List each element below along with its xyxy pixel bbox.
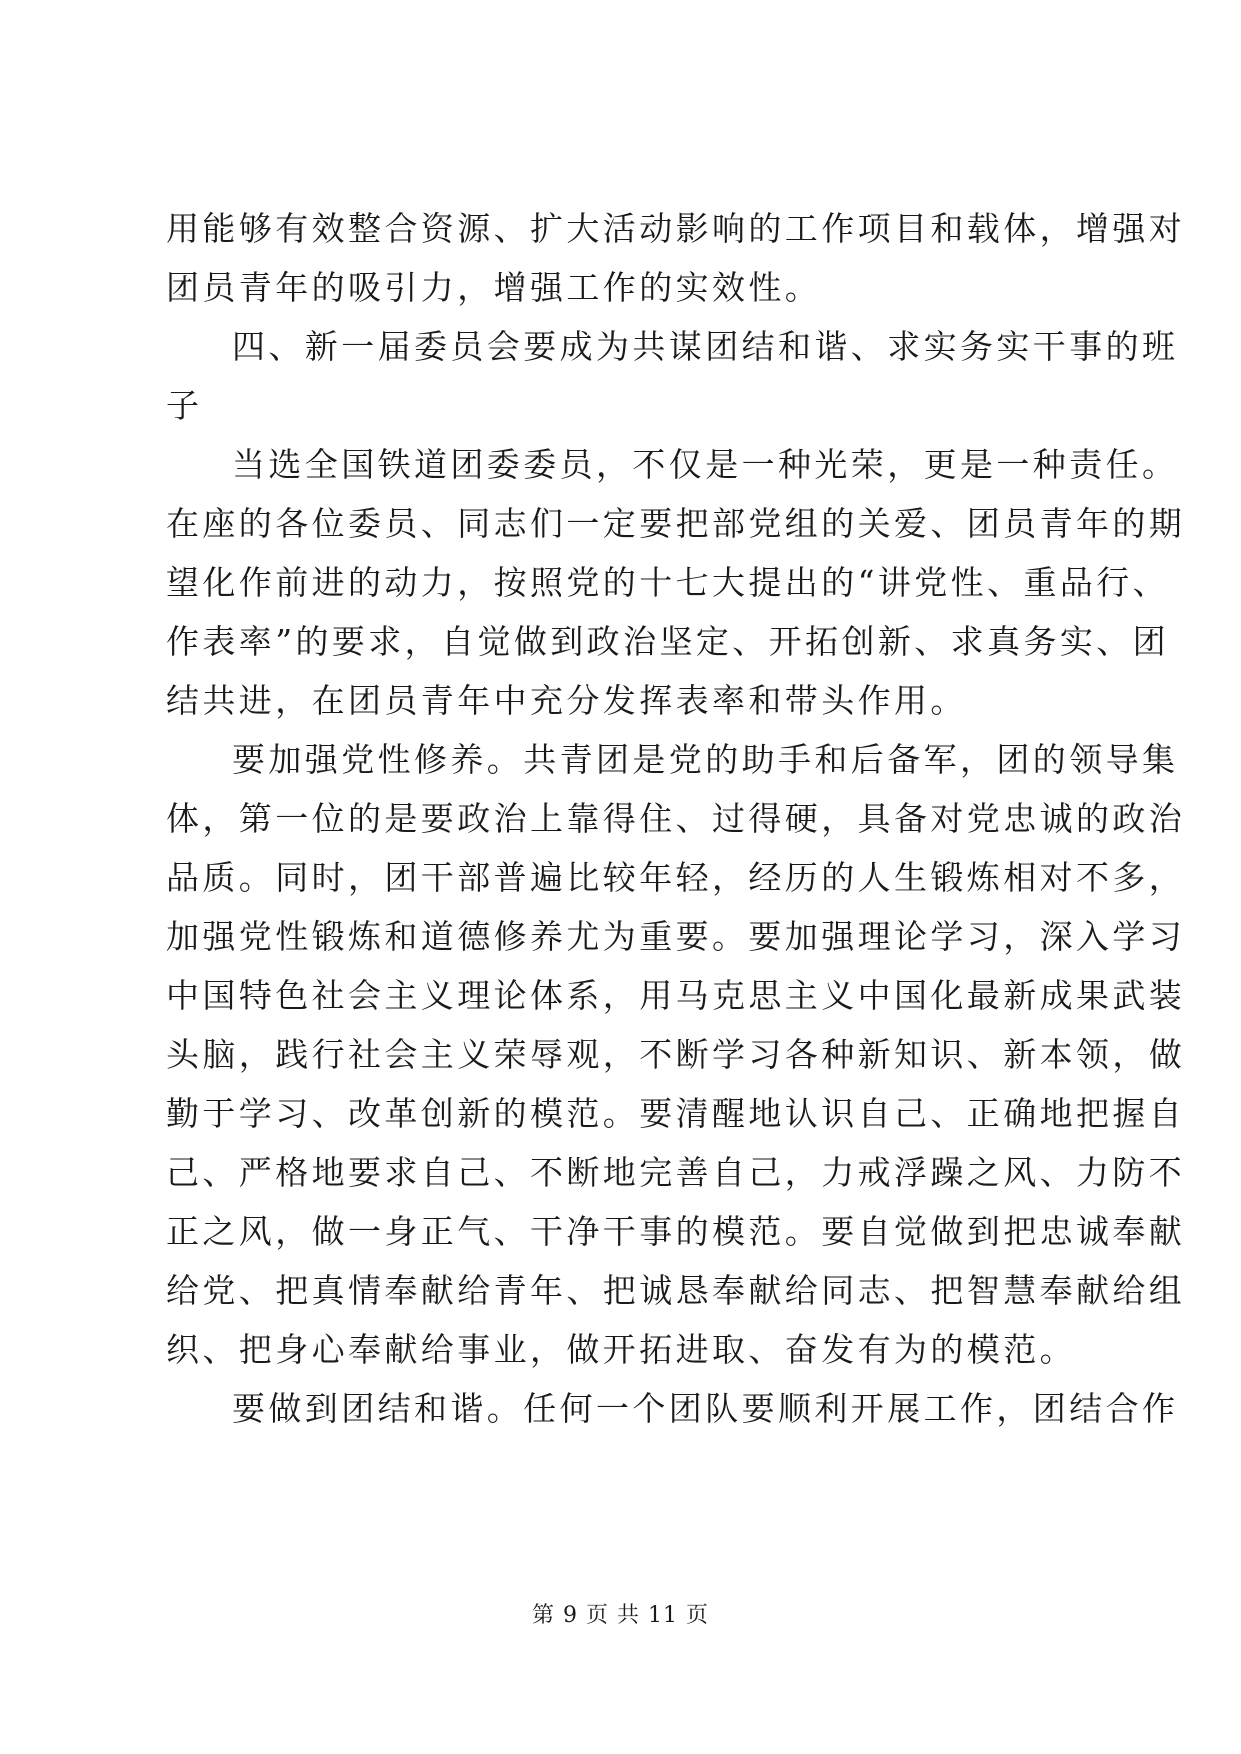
text-line: 织、把身心奉献给事业，做开拓进取、奋发有为的模范。 xyxy=(166,1330,1076,1369)
text-line: 望化作前进的动力，按照党的十七大提出的“讲党性、重品行、 xyxy=(166,563,1170,602)
text-line: 己、严格地要求自己、不断地完善自己，力戒浮躁之风、力防不 xyxy=(166,1153,1186,1192)
section-heading: 四、新一届委员会要成为共谋团结和谐、求实务实干事的班 xyxy=(232,327,1179,366)
section-heading-continued: 子 xyxy=(166,386,203,425)
page-number-footer: 第 9 页 共 11 页 xyxy=(532,1603,709,1628)
paragraph-start: 要加强党性修养。共青团是党的助手和后备军，团的领导集 xyxy=(232,740,1179,779)
text-line: 品质。同时，团干部普遍比较年轻，经历的人生锻炼相对不多， xyxy=(166,858,1186,897)
text-line: 头脑，践行社会主义荣辱观，不断学习各种新知识、新本领，做 xyxy=(166,1035,1186,1074)
text-line: 体，第一位的是要政治上靠得住、过得硬，具备对党忠诚的政治 xyxy=(166,799,1186,838)
text-line: 给党、把真情奉献给青年、把诚恳奉献给同志、把智慧奉献给组 xyxy=(166,1271,1186,1310)
text-line: 作表率”的要求，自觉做到政治坚定、开拓创新、求真务实、团 xyxy=(166,622,1170,661)
text-line: 在座的各位委员、同志们一定要把部党组的关爱、团员青年的期 xyxy=(166,504,1186,543)
text-line: 正之风，做一身正气、干净干事的模范。要自觉做到把忠诚奉献 xyxy=(166,1212,1186,1251)
text-line: 团员青年的吸引力，增强工作的实效性。 xyxy=(166,268,822,307)
text-line: 加强党性锻炼和道德修养尤为重要。要加强理论学习，深入学习 xyxy=(166,917,1186,956)
text-line: 用能够有效整合资源、扩大活动影响的工作项目和载体，增强对 xyxy=(166,209,1186,248)
paragraph-start: 当选全国铁道团委委员，不仅是一种光荣，更是一种责任。 xyxy=(232,445,1179,484)
text-line: 结共进，在团员青年中充分发挥表率和带头作用。 xyxy=(166,681,967,720)
text-line: 勤于学习、改革创新的模范。要清醒地认识自己、正确地把握自 xyxy=(166,1094,1186,1133)
text-line: 中国特色社会主义理论体系，用马克思主义中国化最新成果武装 xyxy=(166,976,1186,1015)
paragraph-start: 要做到团结和谐。任何一个团队要顺利开展工作，团结合作 xyxy=(232,1389,1179,1428)
